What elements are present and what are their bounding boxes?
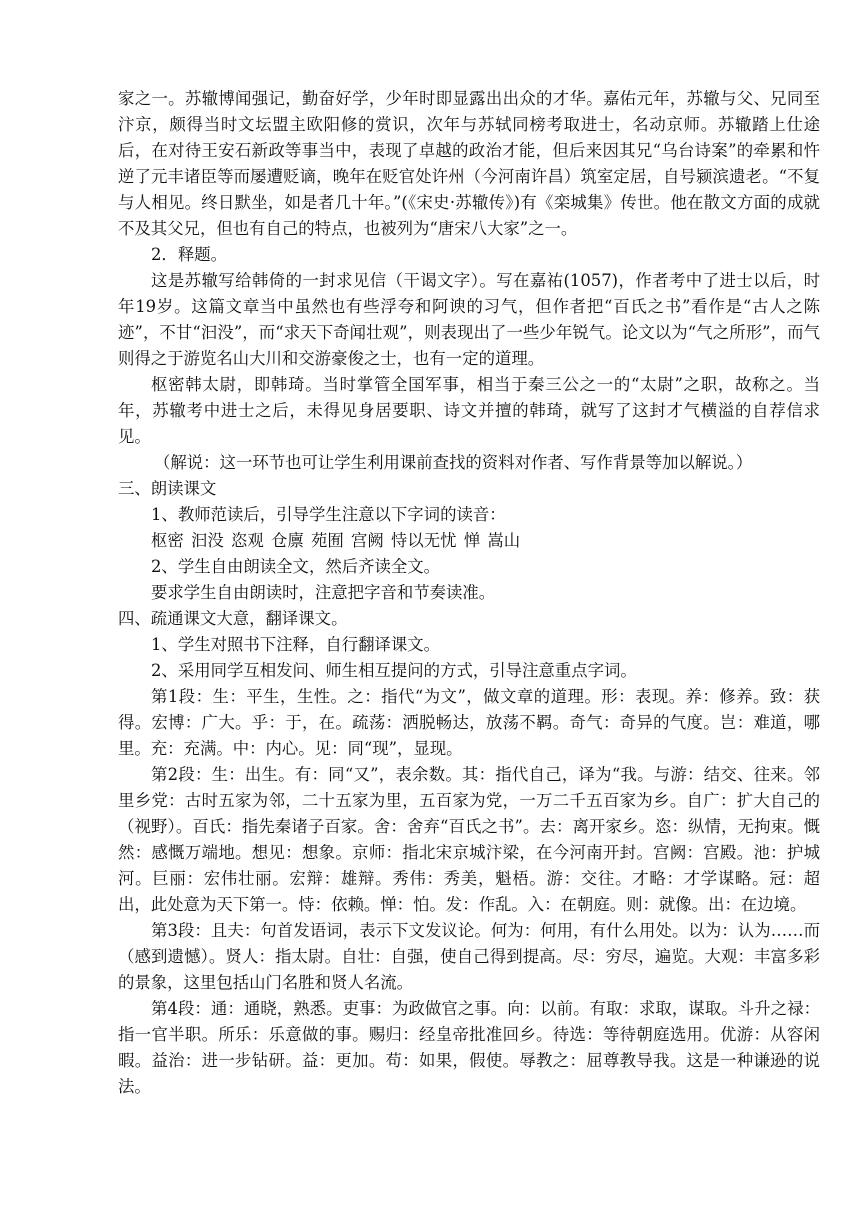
paragraph-gloss-section-4: 第4段：通：通晓，熟悉。吏事：为政做官之事。向：以前。有取：求取，谋取。斗升之禄：指一官半职。所乐：乐意做的事。赐归：经皇帝批准回乡。待选：等待朝庭选用。优游：从容闲暇。益治：进一步钻研。益：更加。苟：如果，假使。辱教之：屈尊教导我。这是一种谦逊的说法。 bbox=[118, 999, 820, 1096]
paragraph-subheading-title-explanation: 2．释题。 bbox=[151, 245, 227, 264]
paragraph-reading-step-2: 2、学生自由朗读全文，然后齐读全文。 bbox=[151, 557, 441, 576]
paragraph-gloss-section-1: 第1段：生：平生，生性。之：指代“为文”，做文章的道理。形：表现。养：修养。致：获得。宏博：广大。乎：于，在。疏荡：洒脱畅达，放荡不羁。奇气：奇异的气度。岂：难道，哪里。充：充满。中：内心。见：同“现”，显现。 bbox=[118, 687, 820, 758]
paragraph-translation-step-2: 2、采用同学互相发问、师生相互提问的方式，引导注意重点字词。 bbox=[151, 661, 637, 680]
section-heading-reading: 三、朗读课文 bbox=[118, 479, 217, 498]
paragraph-gloss-section-2: 第2段：生：出生。有：同“又”，表余数。其：指代自己，译为“我。与游：结交、往来。邻里乡党：古时五家为邻，二十五家为里，五百家为党，一万二千五百家为乡。自广：扩大自己的（视野）。百氏：指先秦诸子百家。舍：舍弃“百氏之书”。去：离开家乡。恣：纵情，无拘束。慨然：感慨万端地。想见：想象。京师：指北宋京城汴梁，在今河南开封。宫阙：宫殿。池：护城河。巨丽：宏伟壮丽。宏辩：雄辩。秀伟：秀美，魁梧。游：交往。才略：才学谋略。冠：超出，此处意为天下第一。恃：依赖。惮：怕。发：作乱。入：在朝庭。则：就像。出：在边境。 bbox=[118, 765, 820, 914]
document-page bbox=[118, 86, 820, 1100]
paragraph-translation-step-1: 1、学生对照书下注释，自行翻译课文。 bbox=[151, 635, 441, 654]
paragraph-reading-step-1: 1、教师范读后，引导学生注意以下字词的读音： bbox=[151, 505, 506, 524]
paragraph-reading-requirement: 要求学生自由朗读时，注意把字音和节奏读准。 bbox=[151, 583, 496, 602]
paragraph-title-explanation: 这是苏辙写给韩倚的一封求见信（干谒文字）。写在嘉祐(1057)，作者考中了进士以后，时年19岁。这篇文章当中虽然也有些浮夸和阿谀的习气，但作者把“百氏之书”看作是“古人之陈迹”，不甘“汩没”，而“求天下奇闻壮观”，则表现出了一些少年锐气。论文以为“气之所形”，而气则得之于游览名山大川和交游豪俊之士，也有一定的道理。 bbox=[118, 271, 820, 368]
section-heading-translation: 四、疏通课文大意，翻译课文。 bbox=[118, 609, 348, 628]
paragraph-note: （解说：这一环节也可让学生利用课前查找的资料对作者、写作背景等加以解说。） bbox=[154, 453, 753, 472]
pronunciation-word-list: 枢密 汩没 恣观 仓廪 苑囿 宫阙 恃以无忧 惮 嵩山 bbox=[151, 531, 521, 550]
paragraph-author-intro: 家之一。苏辙博闻强记，勤奋好学，少年时即显露出出众的才华。嘉佑元年，苏辙与父、兄同至汴京，颇得当时文坛盟主欧阳修的赏识，次年与苏轼同榜考取进士，名动京师。苏辙踏上仕途后，在对待王安石新政等事当中，表现了卓越的政治才能，但后来因其兄“乌台诗案”的牵累和忤逆了元丰诸臣等而屡遭贬谪，晚年在贬官处许州（今河南许昌）筑室定居，自号颍滨遗老。“不复与人相见。终日默坐，如是者几十年。”(《宋史·苏辙传》)有《栾城集》传世。他在散文方面的成就不及其父兄，但也有自己的特点，也被列为“唐宋八大家”之一。 bbox=[118, 89, 820, 238]
paragraph-han-taiwei: 枢密韩太尉，即韩琦。当时掌管全国军事，相当于秦三公之一的“太尉”之职，故称之。当年，苏辙考中进士之后，未得见身居要职、诗文并擅的韩琦，就写了这封才气横溢的自荐信求见。 bbox=[118, 375, 820, 446]
paragraph-gloss-section-3: 第3段：且夫：句首发语词，表示下文发议论。何为：何用，有什么用处。以为：认为……而（感到遗憾）。贤人：指太尉。自壮：自强，使自己得到提高。尽：穷尽，遍览。大观：丰富多彩的景象，这里包括山门名胜和贤人名流。 bbox=[118, 921, 820, 992]
